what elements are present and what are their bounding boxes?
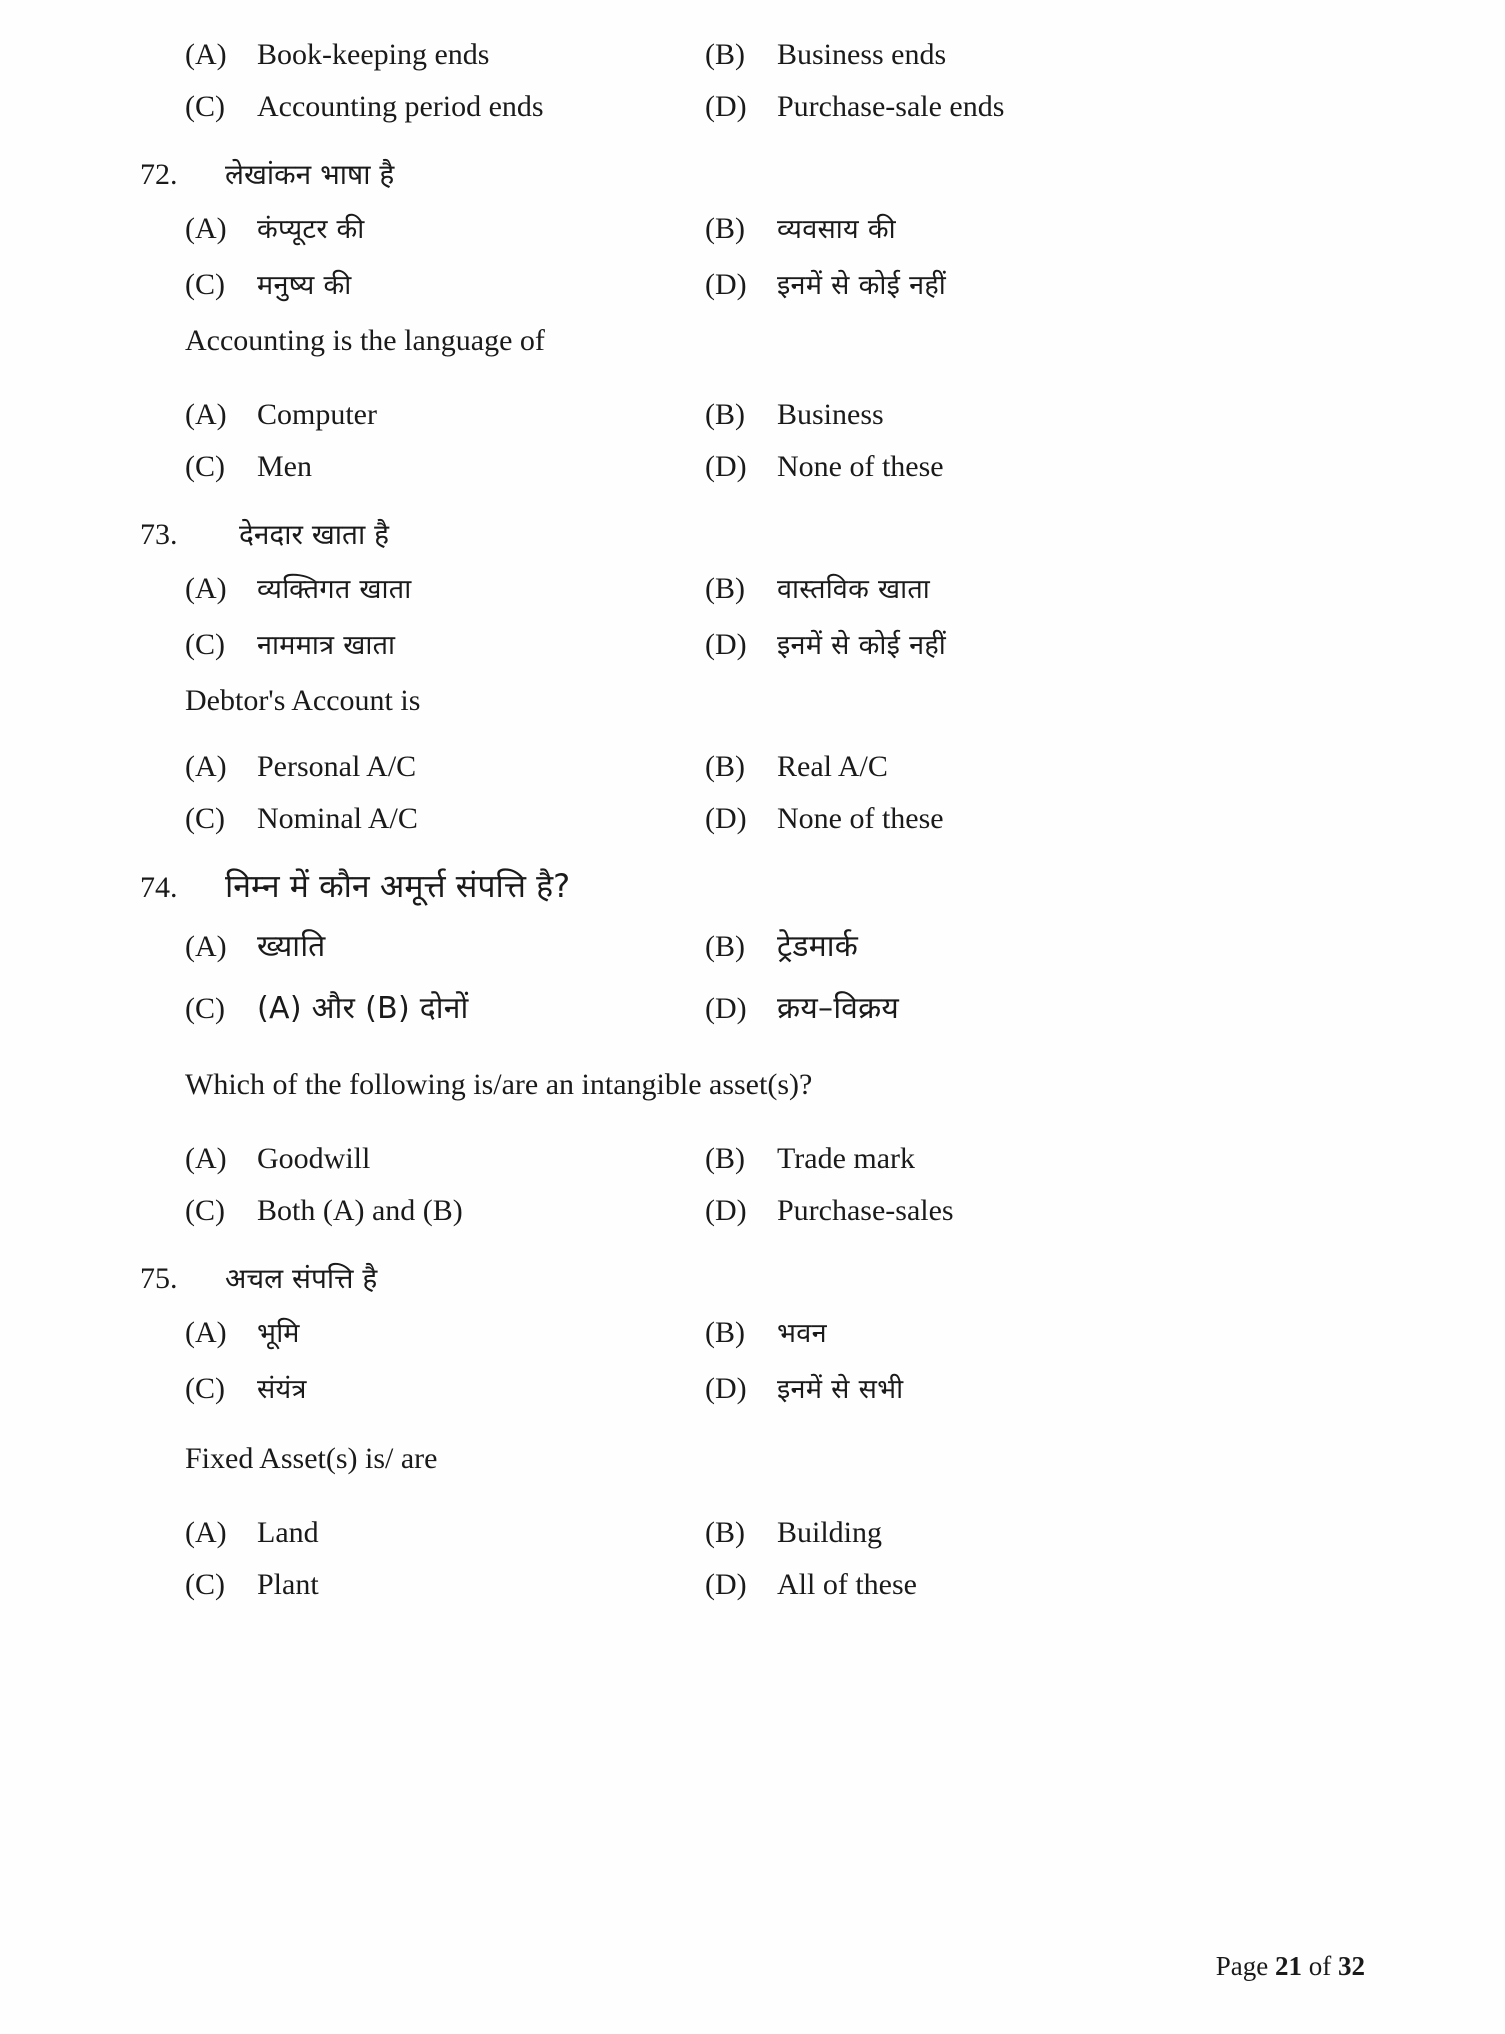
option-d-label: (D) xyxy=(705,992,747,1025)
option-c-text: मनुष्य की xyxy=(257,270,352,301)
question-72-english-text: Accounting is the language of xyxy=(185,324,545,357)
question-75-english-option-d xyxy=(705,1570,1365,1622)
option-c-label: (C) xyxy=(185,268,225,301)
option-d-text: क्रय–विक्रय xyxy=(777,991,900,1026)
option-c-label: (C) xyxy=(185,1568,225,1601)
option-b-label: (B) xyxy=(705,38,745,71)
option-b-text: Business xyxy=(777,398,884,431)
question-74-hindi-option-a xyxy=(140,929,705,994)
option-row xyxy=(140,40,1365,92)
option-d-label: (D) xyxy=(705,450,747,483)
question-75-hindi-option-b xyxy=(705,1318,1365,1374)
option-b-text: Real A/C xyxy=(777,750,888,783)
question-75-english-option-a xyxy=(140,1518,705,1570)
option-c-text: Both (A) and (B) xyxy=(257,1194,463,1227)
option-a-text: Computer xyxy=(257,398,377,431)
option-a-text: Land xyxy=(257,1516,319,1549)
option-row xyxy=(140,1318,1365,1374)
question-72-stem-english xyxy=(140,326,1410,378)
option-c-label: (C) xyxy=(185,450,225,483)
option-row xyxy=(140,452,1365,504)
question-73-hindi-text: देनदार खाता है xyxy=(239,518,390,551)
question-72-number: 72. xyxy=(140,158,178,191)
option-row xyxy=(140,630,1365,686)
option-d-label: (D) xyxy=(705,90,747,123)
option-row xyxy=(140,804,1365,856)
question-72-english-option-a xyxy=(140,400,705,452)
question-74-english-option-a xyxy=(140,1144,705,1196)
option-row xyxy=(140,991,1365,1056)
option-a-label: (A) xyxy=(185,398,227,431)
option-b-text: Business ends xyxy=(777,38,947,71)
question-72-hindi-option-d xyxy=(705,270,1365,326)
option-row xyxy=(140,92,1365,144)
option-c-label: (C) xyxy=(185,1194,225,1227)
option-c xyxy=(140,92,705,144)
question-73-hindi-option-d xyxy=(705,630,1365,686)
option-c-text: Men xyxy=(257,450,312,483)
option-b-label: (B) xyxy=(705,750,745,783)
option-b-label: (B) xyxy=(705,212,745,245)
option-c-text: नाममात्र खाता xyxy=(257,630,396,661)
question-74-hindi-option-c xyxy=(140,991,705,1056)
option-a-label: (A) xyxy=(185,1142,227,1175)
question-72-english-option-d xyxy=(705,452,1365,504)
option-b-text: भवन xyxy=(777,1318,827,1349)
option-row xyxy=(140,400,1365,452)
option-b-text: Building xyxy=(777,1516,883,1549)
option-b-label: (B) xyxy=(705,398,745,431)
option-a-text: Goodwill xyxy=(257,1142,371,1175)
option-d-text: None of these xyxy=(777,802,944,835)
option-row xyxy=(140,1374,1365,1430)
question-74-hindi-text: निम्न में कौन अमूर्त्त संपत्ति है? xyxy=(225,867,571,905)
question-73-english-option-d xyxy=(705,804,1365,856)
option-row xyxy=(140,1196,1365,1248)
option-c-label: (C) xyxy=(185,992,225,1025)
option-a-text: भूमि xyxy=(257,1318,300,1349)
option-row xyxy=(140,1518,1365,1570)
question-74-hindi-option-d xyxy=(705,991,1365,1056)
question-72-english-option-c xyxy=(140,452,705,504)
option-a xyxy=(140,40,705,92)
option-a-label: (A) xyxy=(185,38,227,71)
option-row xyxy=(140,574,1365,630)
question-72-hindi-option-b xyxy=(705,214,1365,270)
option-b-label: (B) xyxy=(705,1516,745,1549)
option-d-text: इनमें से कोई नहीं xyxy=(777,270,946,301)
option-b-text: वास्तविक खाता xyxy=(777,574,931,605)
question-74-english-option-b xyxy=(705,1144,1365,1196)
question-73-number: 73. xyxy=(140,518,178,551)
option-c-label: (C) xyxy=(185,1372,225,1405)
option-d-text: इनमें से कोई नहीं xyxy=(777,630,946,661)
option-d-label: (D) xyxy=(705,1194,747,1227)
question-73-stem-english xyxy=(140,686,1410,738)
page-label-of: of xyxy=(1308,1951,1332,1981)
question-74-english-option-c xyxy=(140,1196,705,1248)
option-a-label: (A) xyxy=(185,1516,227,1549)
option-c-label: (C) xyxy=(185,628,225,661)
question-72-english-option-b xyxy=(705,400,1365,452)
option-d-label: (D) xyxy=(705,1372,747,1405)
option-a-text: कंप्यूटर की xyxy=(257,214,365,245)
option-row xyxy=(140,1144,1365,1196)
option-row xyxy=(140,270,1365,326)
option-row xyxy=(140,929,1365,994)
question-72-stem-hindi xyxy=(140,158,1365,214)
question-73-english-option-a xyxy=(140,752,705,804)
option-c-text: Nominal A/C xyxy=(257,802,418,835)
question-73-hindi-option-c xyxy=(140,630,705,686)
option-d-text: इनमें से सभी xyxy=(777,1374,904,1405)
option-row xyxy=(140,752,1365,804)
option-row xyxy=(140,1570,1365,1622)
option-c-text: संयंत्र xyxy=(257,1374,307,1405)
option-a-text: Book-keeping ends xyxy=(257,38,490,71)
question-73-english-text: Debtor's Account is xyxy=(185,684,421,717)
option-a-label: (A) xyxy=(185,1316,227,1349)
question-74-stem-english xyxy=(140,1070,1410,1122)
page-label-prefix: Page xyxy=(1215,1951,1269,1981)
option-a-label: (A) xyxy=(185,572,227,605)
page-footer xyxy=(1216,1951,1365,1982)
option-b xyxy=(705,40,1365,92)
question-73-english-option-b xyxy=(705,752,1365,804)
question-72-hindi-option-c xyxy=(140,270,705,326)
question-75-english-option-c xyxy=(140,1570,705,1622)
option-c-text: (A) और (B) दोनों xyxy=(257,991,469,1026)
question-75-hindi-option-a xyxy=(140,1318,705,1374)
option-b-label: (B) xyxy=(705,572,745,605)
option-a-text: Personal A/C xyxy=(257,750,417,783)
option-b-label: (B) xyxy=(705,1142,745,1175)
question-75-hindi-option-c xyxy=(140,1374,705,1430)
question-75-hindi-text: अचल संपत्ति है xyxy=(225,1262,378,1295)
question-72-hindi-option-a xyxy=(140,214,705,270)
question-73-hindi-option-a xyxy=(140,574,705,630)
question-74-english-option-d xyxy=(705,1196,1365,1248)
option-b-text: ट्रेडमार्क xyxy=(777,929,859,964)
option-d-label: (D) xyxy=(705,802,747,835)
option-c-text: Accounting period ends xyxy=(257,90,544,123)
question-74-hindi-option-b xyxy=(705,929,1365,994)
question-75-stem-hindi xyxy=(140,1262,1365,1318)
question-75-stem-english xyxy=(140,1444,1410,1496)
option-c-label: (C) xyxy=(185,802,225,835)
option-a-text: व्यक्तिगत खाता xyxy=(257,574,412,605)
option-b-text: Trade mark xyxy=(777,1142,916,1175)
question-74-number: 74. xyxy=(140,871,178,904)
option-d-text: Purchase-sale ends xyxy=(777,90,1005,123)
option-row xyxy=(140,214,1365,270)
option-a-label: (A) xyxy=(185,750,227,783)
page-total: 32 xyxy=(1338,1951,1365,1981)
question-72-hindi-text: लेखांकन भाषा है xyxy=(225,158,395,191)
option-d-text: All of these xyxy=(777,1568,917,1601)
question-74-stem-hindi xyxy=(140,867,1365,932)
option-b-label: (B) xyxy=(705,930,745,963)
question-75-english-option-b xyxy=(705,1518,1365,1570)
option-d-label: (D) xyxy=(705,1568,747,1601)
option-a-text: ख्याति xyxy=(257,929,326,964)
option-c-label: (C) xyxy=(185,90,225,123)
option-c-text: Plant xyxy=(257,1568,319,1601)
option-b-text: व्यवसाय की xyxy=(777,214,896,245)
question-75-number: 75. xyxy=(140,1262,178,1295)
question-73-stem-hindi xyxy=(140,518,1365,574)
question-74-english-text: Which of the following is/are an intangible asset(s)? xyxy=(185,1068,813,1101)
option-d-text: None of these xyxy=(777,450,944,483)
question-75-english-text: Fixed Asset(s) is/ are xyxy=(185,1442,438,1475)
option-a-label: (A) xyxy=(185,212,227,245)
question-73-hindi-option-b xyxy=(705,574,1365,630)
option-d xyxy=(705,92,1365,144)
question-73-english-option-c xyxy=(140,804,705,856)
option-d-text: Purchase-sales xyxy=(777,1194,954,1227)
page-number: 21 xyxy=(1275,1951,1302,1981)
question-75-hindi-option-d xyxy=(705,1374,1365,1430)
option-d-label: (D) xyxy=(705,628,747,661)
option-a-label: (A) xyxy=(185,930,227,963)
option-b-label: (B) xyxy=(705,1316,745,1349)
option-d-label: (D) xyxy=(705,268,747,301)
